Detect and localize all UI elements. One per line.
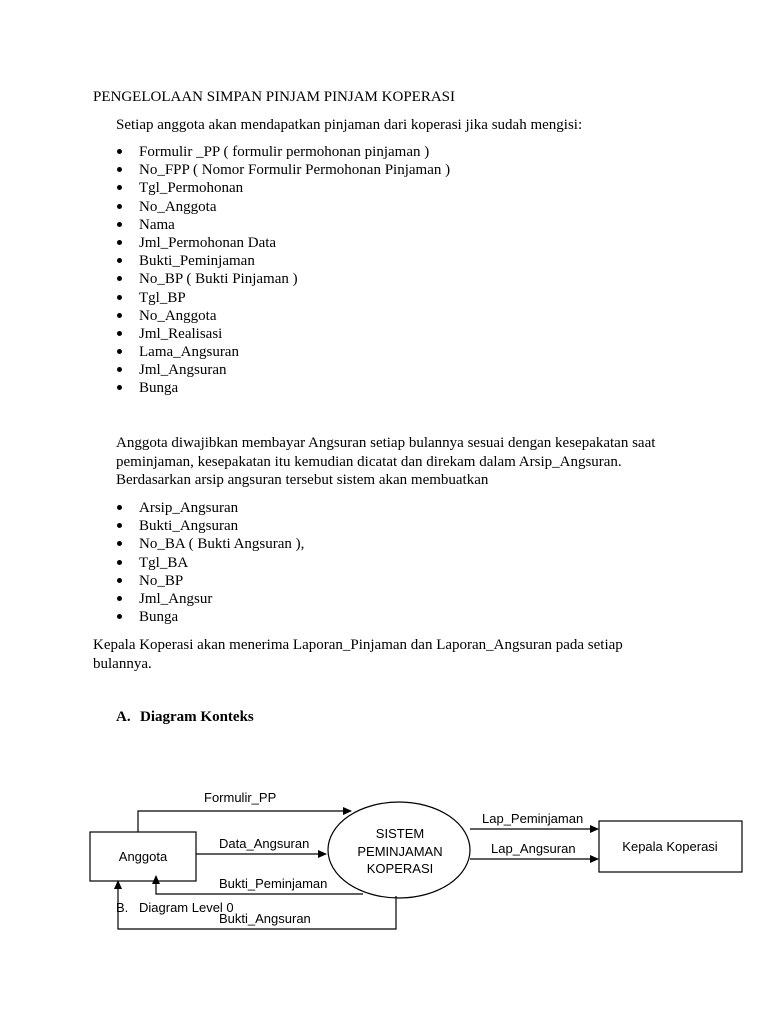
- list-item: Bunga: [116, 379, 450, 397]
- list-item: Jml_Angsur: [116, 590, 304, 608]
- list-item: Tgl_BP: [116, 289, 450, 307]
- flow-lap-angsuran-label: Lap_Angsuran: [491, 841, 576, 856]
- list-item: Bukti_Angsuran: [116, 517, 304, 535]
- list-item: No_Anggota: [116, 307, 450, 325]
- section-number: A.: [116, 709, 131, 725]
- overlap-section-number: B.: [116, 900, 129, 915]
- entity-kepala-label: Kepala Koperasi: [622, 839, 718, 854]
- list-item: Nama: [116, 216, 450, 234]
- flow-data-angsuran-label: Data_Angsuran: [219, 836, 310, 851]
- list-item: No_FPP ( Nomor Formulir Permohonan Pinjaman ): [116, 161, 450, 179]
- flow-lap-peminjaman-label: Lap_Peminjaman: [482, 811, 584, 826]
- overlap-section-title: Diagram Level 0: [139, 900, 234, 915]
- list-item: Jml_Realisasi: [116, 325, 450, 343]
- list-item: Lama_Angsuran: [116, 343, 450, 361]
- process-label-line3: KOPERASI: [366, 861, 434, 876]
- list-item: Jml_Angsuran: [116, 361, 450, 379]
- list-item: No_BP: [116, 572, 304, 590]
- report-paragraph: Kepala Koperasi akan menerima Laporan_Pinjaman dan Laporan_Angsuran pada setiap bulannya.: [93, 637, 623, 672]
- list-item: Arsip_Angsuran: [116, 499, 304, 517]
- list-item: No_BP ( Bukti Pinjaman ): [116, 270, 450, 288]
- flow-bukti-peminjaman-label: Bukti_Peminjaman: [219, 876, 328, 891]
- document-title: PENGELOLAAN SIMPAN PINJAM PINJAM KOPERASI: [93, 89, 455, 105]
- process-label-line1: SISTEM: [375, 826, 425, 841]
- process-label-line2: PEMINJAMAN: [357, 844, 443, 859]
- list-item: Bukti_Peminjaman: [116, 252, 450, 270]
- list-item: Bunga: [116, 608, 304, 626]
- list-item: Jml_Permohonan Data: [116, 234, 450, 252]
- list-item: Formulir _PP ( formulir permohonan pinjaman ): [116, 143, 450, 161]
- installment-paragraph: Anggota diwajibkan membayar Angsuran setiap bulannya sesuai dengan kesepakatan saat peminjaman, kesepakatan itu kemudian dicatat dan direkam dalam Arsip_Angsuran. Berdasarkan arsip angsuran tersebut sistem akan membuatkan: [116, 435, 656, 488]
- section-title: Diagram Konteks: [140, 709, 254, 725]
- list-item: No_BA ( Bukti Angsuran ),: [116, 535, 304, 553]
- entity-anggota-label: Anggota: [118, 849, 168, 864]
- intro-text: Setiap anggota akan mendapatkan pinjaman dari koperasi jika sudah mengisi:: [116, 117, 583, 133]
- flow-formulir-label: Formulir_PP: [204, 790, 277, 805]
- list-item: Tgl_BA: [116, 554, 304, 572]
- list-item: No_Anggota: [116, 198, 450, 216]
- flow-bukti-angsuran-label: Bukti_Angsuran: [219, 911, 311, 926]
- flow-formulir-arrow: [138, 811, 351, 832]
- list-item: Tgl_Permohonan: [116, 179, 450, 197]
